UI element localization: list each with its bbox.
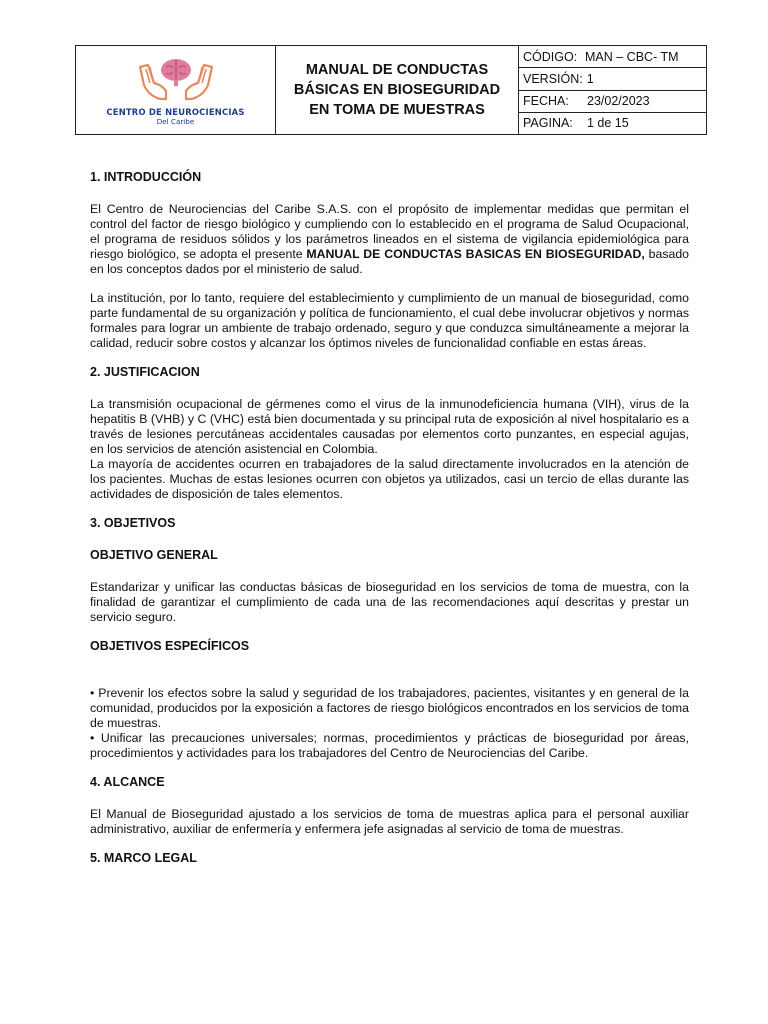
meta-value: MAN – CBC- TM — [585, 49, 679, 64]
meta-value: 23/02/2023 — [587, 94, 650, 109]
meta-value: 1 de 15 — [587, 116, 629, 131]
meta-pagina — [519, 113, 706, 134]
document-body — [90, 170, 689, 883]
justificacion-paragraph-1: La transmisión ocupacional de gérmenes como el virus de la inmunodeficiencia humana (VIH), virus de la hepatitis B (VHB) y C (VHC) está bien documentada y su principal ruta de exposición al nivel hospitalario es a través de lesiones percutáneas accidentales causadas por elementos corto punzantes, en especial agujas, en los servicios de atención asistencial en Colombia. — [90, 397, 689, 456]
logo — [76, 46, 276, 134]
spacer — [90, 671, 689, 686]
meta-value: 1 — [586, 71, 594, 86]
meta-label: FECHA: — [523, 94, 569, 109]
section-heading-marco-legal: 5. MARCO LEGAL — [90, 851, 197, 865]
subheading-objetivo-general: OBJETIVO GENERAL — [90, 548, 218, 562]
intro-text: El Centro de Neurociencias del Caribe S.A.S. con el propósito de implementar medidas que permitan el control del factor de riesgo biológico y cumpliendo con lo establecido en el programa de Salud Ocupacional, el programa de residuos sólidos y los parámetros lineados en el sistema de vigilancia epidemiológica para riesgo biológico, se adopta el presente — [90, 202, 689, 261]
manual-name-bold: MANUAL DE CONDUCTAS BASICAS EN BIOSEGURIDAD, — [306, 247, 645, 261]
subheading-objetivos-especificos: OBJETIVOS ESPECÍFICOS — [90, 639, 250, 653]
intro-paragraph-2: La institución, por lo tanto, requiere del establecimiento y cumplimiento de un manual de bioseguridad, como parte fundamental de su organización y política de funcionamiento, el cual debe involucrar objetivos y normas formales para lograr un ambiente de trabajo ordenado, seguro y que conduzca simultáneamente a mejorar la calidad, reducir sobre costos y alcanzar los óptimos niveles de funcionalidad confiable en estas áreas. — [90, 291, 689, 350]
document-header — [75, 45, 707, 135]
document-meta — [519, 46, 706, 134]
alcance-text: El Manual de Bioseguridad ajustado a los servicios de toma de muestras aplica para el personal auxiliar administrativo, auxiliar de enfermería y enfermera jefe asignadas al servicio de toma de muestras. — [90, 807, 689, 836]
meta-label: CÓDIGO: — [523, 49, 578, 64]
meta-label: VERSIÓN: — [523, 71, 583, 86]
meta-version — [519, 68, 706, 90]
logo-name: CENTRO DE NEUROCIENCIAS — [106, 106, 245, 117]
list-item: • Unificar las precauciones universales; normas, procedimientos y prácticas de bioseguridad por áreas, procedimientos y actividades para los trabajadores del Centro de Neurociencias del Caribe. — [90, 731, 689, 760]
logo-subtitle: Del Caribe — [156, 116, 195, 126]
section-heading-introduccion: 1. INTRODUCCIÓN — [90, 170, 202, 184]
document-title: MANUAL DE CONDUCTAS BÁSICAS EN BIOSEGURIDAD EN TOMA DE MUESTRAS — [276, 46, 519, 134]
section-heading-alcance: 4. ALCANCE — [90, 775, 165, 789]
intro-text-end: basado en los conceptos dados por el ministerio de salud. — [90, 247, 689, 276]
section-heading-justificacion: 2. JUSTIFICACION — [90, 365, 200, 379]
intro-paragraph-1 — [90, 202, 689, 277]
section-heading-objetivos: 3. OBJETIVOS — [90, 516, 176, 530]
justificacion-paragraph-2: La mayoría de accidentes ocurren en trabajadores de la salud directamente involucrados en la atención de los pacientes. Muchas de estas lesiones ocurren con objetos ya utilizados, casi un tercio de ellas durante las actividades de disposición de tales elementos. — [90, 457, 689, 501]
meta-label: PAGINA: — [523, 116, 573, 131]
brain-hands-icon — [134, 55, 218, 105]
list-item: • Prevenir los efectos sobre la salud y seguridad de los trabajadores, pacientes, visitantes y en general de la comunidad, producidos por la exposición a factores de riesgo biológicos encontrados en los servicios de toma de muestras. — [90, 686, 689, 730]
meta-codigo — [519, 46, 706, 68]
meta-fecha — [519, 91, 706, 113]
objetivo-general-text: Estandarizar y unificar las conductas básicas de bioseguridad en los servicios de toma de muestra, con la finalidad de garantizar el cumplimiento de cada una de las recomendaciones aquí descritas y prestar un servicio seguro. — [90, 580, 689, 624]
